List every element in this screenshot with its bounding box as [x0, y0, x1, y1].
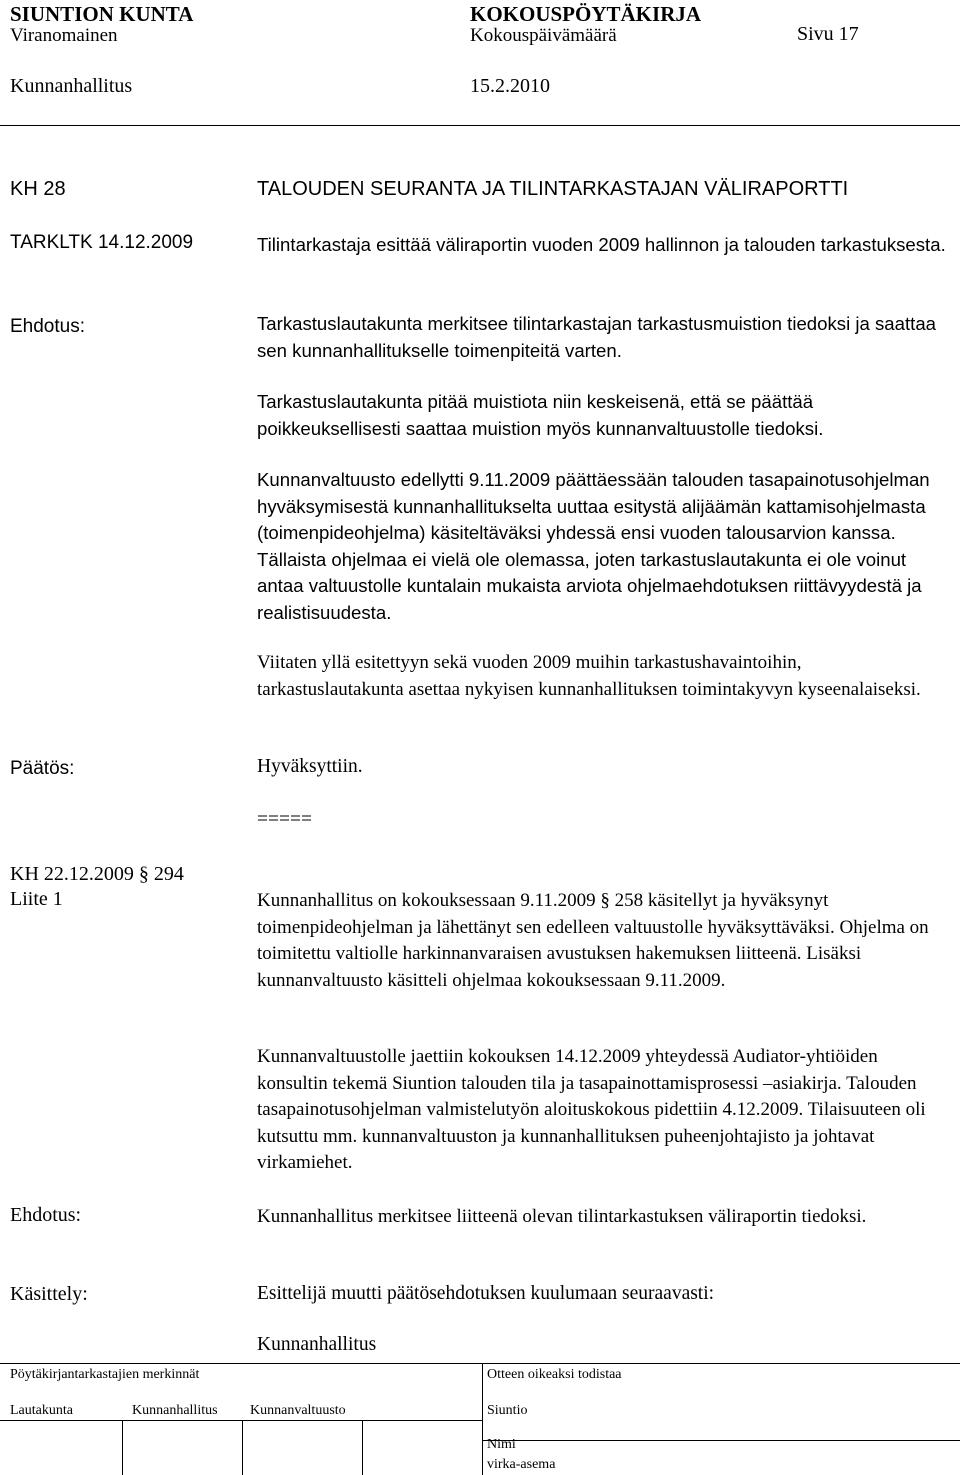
footer-certified-rule — [482, 1440, 960, 1441]
section-id: KH 28 — [10, 178, 66, 200]
doc-type: KOKOUSPÖYTÄKIRJA — [470, 2, 702, 26]
proposal-paragraph-1: Tarkastuslautakunta merkitsee tilintarkastajan tarkastusmuistion tiedoksi ja saattaa sen kunnanhallitukselle toimenpiteitä varten. — [257, 313, 936, 361]
footer-col-board: Lautakunta — [10, 1403, 73, 1418]
org-name: SIUNTION KUNTA — [10, 2, 194, 26]
separator: ===== — [257, 809, 312, 830]
background-paragraph-2: Kunnanvaltuustolle jaettiin kokouksen 14.12.2009 yhteydessä Audiator-yhtiöiden konsultin tekemä Siuntion talouden tila ja tasapainottamisprosessi –asiakirja. Talouden tasapainotusohjelman valmistelutyön aloituskokous pidettiin 4.12.2009. Tilaisuuteen oli kutsuttu mm. kunnanvaltuuston ja kunnanhallituksen puheenjohtajisto ja johtavat virkamiehet. — [257, 1046, 926, 1174]
footer-title-label: virka-asema — [487, 1457, 556, 1472]
footer-top-rule — [0, 1363, 960, 1364]
footer-cell-divider-2 — [242, 1420, 243, 1475]
authority: Kunnanhallitus — [10, 75, 133, 97]
authority-label: Viranomainen — [10, 25, 118, 46]
page-number: Sivu 17 — [797, 23, 859, 45]
proposal-label: Ehdotus: — [10, 316, 85, 337]
intro-paragraph: Tilintarkastaja esittää väliraportin vuoden 2009 hallinnon ja talouden tarkastuksesta. — [257, 234, 946, 255]
signers-label: Pöytäkirjantarkastajien merkinnät — [10, 1367, 200, 1382]
background-paragraph-1: Kunnanhallitus on kokouksessaan 9.11.2009 § 258 käsitellyt ja hyväksynyt toimenpideohjelman ja lähettänyt sen edelleen valtuustolle hyväksyttäväksi. Ohjelma on toimitettu valtiolle harkinnanvaraisen avustuksen hakemuksen liitteenä. Lisäksi kunnanvaltuusto käsitteli ohjelmaa kokouksessaan 9.11.2009. — [257, 890, 929, 991]
section-title: TALOUDEN SEURANTA JA TILINTARKASTAJAN VÄLIRAPORTTI — [257, 178, 849, 200]
body-name: Kunnanhallitus — [257, 1334, 377, 1355]
handling-label: Käsittely: — [10, 1283, 88, 1305]
meeting-reference: KH 22.12.2009 § 294 — [10, 863, 184, 885]
attachment-label: Liite 1 — [10, 888, 63, 910]
proposal-paragraph-4: Viitaten yllä esitettyyn sekä vuoden 2009 muihin tarkastushavaintoihin, tarkastuslautakunta asettaa nykyisen kunnanhallituksen toimintakyvyn kyseenalaiseksi. — [257, 652, 921, 700]
proposal-paragraph-2: Tarkastuslautakunta pitää muistiota niin keskeisenä, että se päättää poikkeuksellisesti saattaa muistion myös kunnanvaltuustolle tiedoksi. — [257, 391, 824, 439]
footer-divider — [482, 1363, 483, 1475]
footer-col-municipal-board: Kunnanhallitus — [132, 1403, 218, 1418]
footer-signers-rule — [0, 1420, 482, 1421]
certified-label: Otteen oikeaksi todistaa — [487, 1367, 622, 1382]
footer-cell-divider-1 — [122, 1420, 123, 1475]
handling-text: Esittelijä muutti päätösehdotuksen kuulumaan seuraavasti: — [257, 1283, 715, 1304]
footer-cell-divider-3 — [362, 1420, 363, 1475]
proposal-label-2: Ehdotus: — [10, 1204, 82, 1226]
section-reference: TARKLTK 14.12.2009 — [10, 232, 194, 253]
meeting-date-label: Kokouspäivämäärä — [470, 25, 617, 46]
proposal-paragraph-3: Kunnanvaltuusto edellytti 9.11.2009 päättäessään talouden tasapainotusohjelman hyväksymisestä kunnanhallitukselta uuttaa esitystä alijäämän kattamisohjelmasta (toimenpideohjelma) käsiteltäväksi yhdessä ensi vuoden talousarvion kanssa. Tällaista ohjelmaa ei vielä ole olemassa, joten tarkastuslautakunta ei ole voinut antaa valtuustolle kuntalain mukaista arviota ohjelmaehdotuksen riittävyydestä ja realistisuudesta. — [257, 469, 930, 623]
decision-text: Hyväksyttiin. — [257, 756, 363, 777]
footer-name-label: Nimi — [487, 1437, 516, 1452]
header-rule — [0, 125, 960, 126]
meeting-date: 15.2.2010 — [470, 75, 550, 97]
footer-col-council: Kunnanvaltuusto — [250, 1403, 346, 1418]
decision-label: Päätös: — [10, 758, 75, 779]
proposal-text-2: Kunnanhallitus merkitsee liitteenä olevan tilintarkastuksen väliraportin tiedoksi. — [257, 1206, 867, 1227]
footer-place: Siuntio — [487, 1403, 528, 1418]
